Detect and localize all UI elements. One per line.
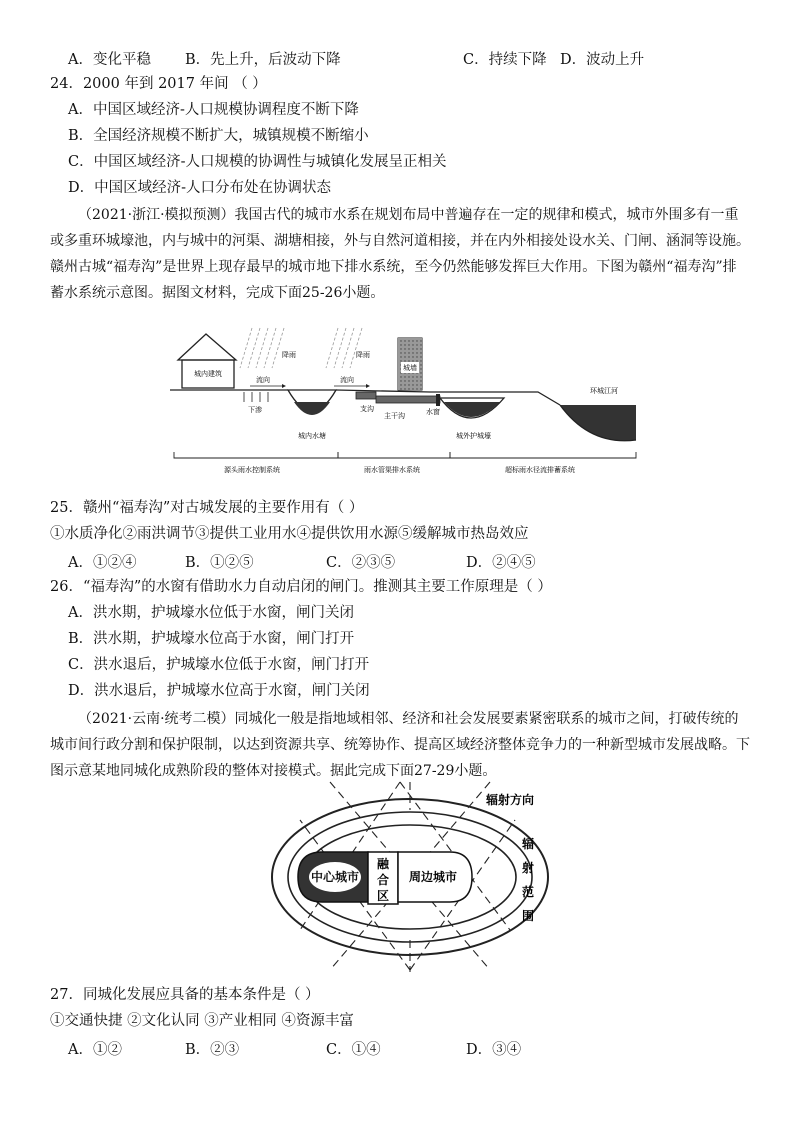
peripheral-city-label: 周边城市: [408, 870, 458, 884]
main-label: 主干沟: [384, 412, 405, 420]
system-label-2: 雨水管渠排水系统: [364, 466, 420, 474]
q27-option-b: B．②③: [185, 1042, 240, 1058]
q24-stem: 24．2000 年到 2017 年间 （ ）: [50, 76, 267, 92]
main-channel: [376, 396, 440, 403]
q25-items: ①水质净化②雨洪调节③提供工业用水④提供饮用水源⑤缓解城市热岛效应: [50, 526, 529, 542]
q25-stem: 25．赣州“福寿沟”对古城发展的主要作用有（ ）: [50, 500, 364, 516]
q27-items: ①交通快捷 ②文化认同 ③产业相同 ④资源丰富: [50, 1013, 354, 1029]
fusion-label-2: 合: [376, 873, 390, 887]
inner-pond: [294, 402, 330, 415]
q24-option-d: D．中国区域经济-人口分布处在协调状态: [68, 180, 332, 196]
flow-label-1: 流向: [256, 376, 270, 384]
flow-label-2: 流向: [340, 376, 354, 384]
q25-option-b: B．①②⑤: [185, 555, 254, 571]
seep-label: 下渗: [248, 406, 262, 414]
branch-channel: [356, 392, 376, 399]
rain-label-2: 降雨: [356, 351, 370, 359]
radiation-range-char-3: 范: [522, 885, 535, 899]
center-city-label: 中心城市: [310, 870, 360, 884]
q26-option-b: B．洪水期，护城壕水位高于水窗，闸门打开: [68, 631, 355, 647]
moat-label: 城外护城壕: [456, 432, 491, 440]
q25-option-a: A．①②④: [68, 555, 137, 571]
water-window: [436, 394, 440, 406]
river-label: 环城江河: [590, 387, 618, 395]
seep-arrows-icon: [244, 392, 268, 402]
q27-option-a: A．①②: [68, 1042, 122, 1058]
fushougou-diagram: [160, 320, 640, 490]
q23-option-a: A．变化平稳: [68, 52, 151, 68]
pond-label: 城内水塘: [298, 432, 326, 440]
building-roof: [178, 334, 236, 360]
radiation-direction-label: 辐射方向: [486, 793, 535, 807]
fusion-label-3: 区: [376, 889, 390, 903]
q27-option-c: C．①④: [326, 1042, 381, 1058]
q23-option-d: D．波动上升: [560, 52, 645, 68]
branch-label: 支沟: [360, 405, 374, 413]
q24-option-b: B．全国经济规模不断扩大，城镇规模不断缩小: [68, 128, 369, 144]
q25-option-c: C．②③⑤: [326, 555, 396, 571]
q23-option-c: C．持续下降: [463, 52, 547, 68]
system-label-1: 源头雨水控制系统: [224, 466, 280, 474]
q24-option-c: C．中国区域经济-人口规模的协调性与城镇化发展呈正相关: [68, 154, 447, 170]
rain-middle-icon: [326, 328, 362, 368]
tongchenghua-diagram: [260, 780, 560, 975]
radiation-range-char-2: 射: [522, 861, 535, 875]
radiation-range-char-4: 围: [522, 909, 535, 923]
q26-option-a: A．洪水期，护城壕水位低于水窗，闸门关闭: [68, 605, 354, 621]
system-label-3: 超标雨水径流排蓄系统: [505, 466, 575, 474]
passage-tongchenghua: （2021·云南·统考二模）同城化一般是指地域相邻、经济和社会发展要素紧密联系的城市之间，打破传统的城市间行政分割和保护限制，以达到资源共享、统筹协作、提高区域经济整体竞争力的一种新型城市发展战略。下图示意某地同城化成熟阶段的整体对接模式。据此完成下面27-29小题。: [50, 711, 750, 779]
q25-option-d: D．②④⑤: [466, 555, 536, 571]
building-label: 城内建筑: [194, 370, 222, 378]
rain-left-icon: [240, 328, 284, 368]
q26-option-c: C．洪水退后，护城壕水位低于水窗，闸门打开: [68, 657, 370, 673]
q26-option-d: D．洪水退后，护城壕水位高于水窗，闸门关闭: [68, 683, 370, 699]
q26-stem: 26．“福寿沟”的水窗有借助水力自动启闭的闸门。推测其主要工作原理是（ ）: [50, 579, 552, 595]
system-brackets: [174, 452, 636, 458]
fusion-label-1: 融: [376, 857, 390, 871]
q27-option-d: D．③④: [466, 1042, 522, 1058]
passage-fushougou: （2021·浙江·模拟预测）我国古代的城市水系在规划布局中普遍存在一定的规律和模式，城市外围多有一重或多重环城壕池，内与城中的河渠、湖塘相接，外与自然河道相接，并在内外相接处设水关、门闸、涵洞等设施。赣州古城“福寿沟”是世界上现存最早的城市地下排水系统，至今仍然能够发挥巨大作用。下图为赣州“福寿沟”排蓄水系统示意图。据图文材料，完成下面25-26小题。: [50, 207, 750, 301]
q23-option-b: B．先上升，后波动下降: [185, 52, 341, 68]
q27-stem: 27．同城化发展应具备的基本条件是（ ）: [50, 987, 320, 1003]
wall-label: 城墙: [403, 364, 417, 372]
rain-label-1: 降雨: [282, 351, 296, 359]
q24-option-a: A．中国区域经济-人口规模协调程度不断下降: [68, 102, 359, 118]
window-label: 水窗: [426, 408, 440, 416]
radiation-range-char-1: 辐: [522, 837, 535, 851]
